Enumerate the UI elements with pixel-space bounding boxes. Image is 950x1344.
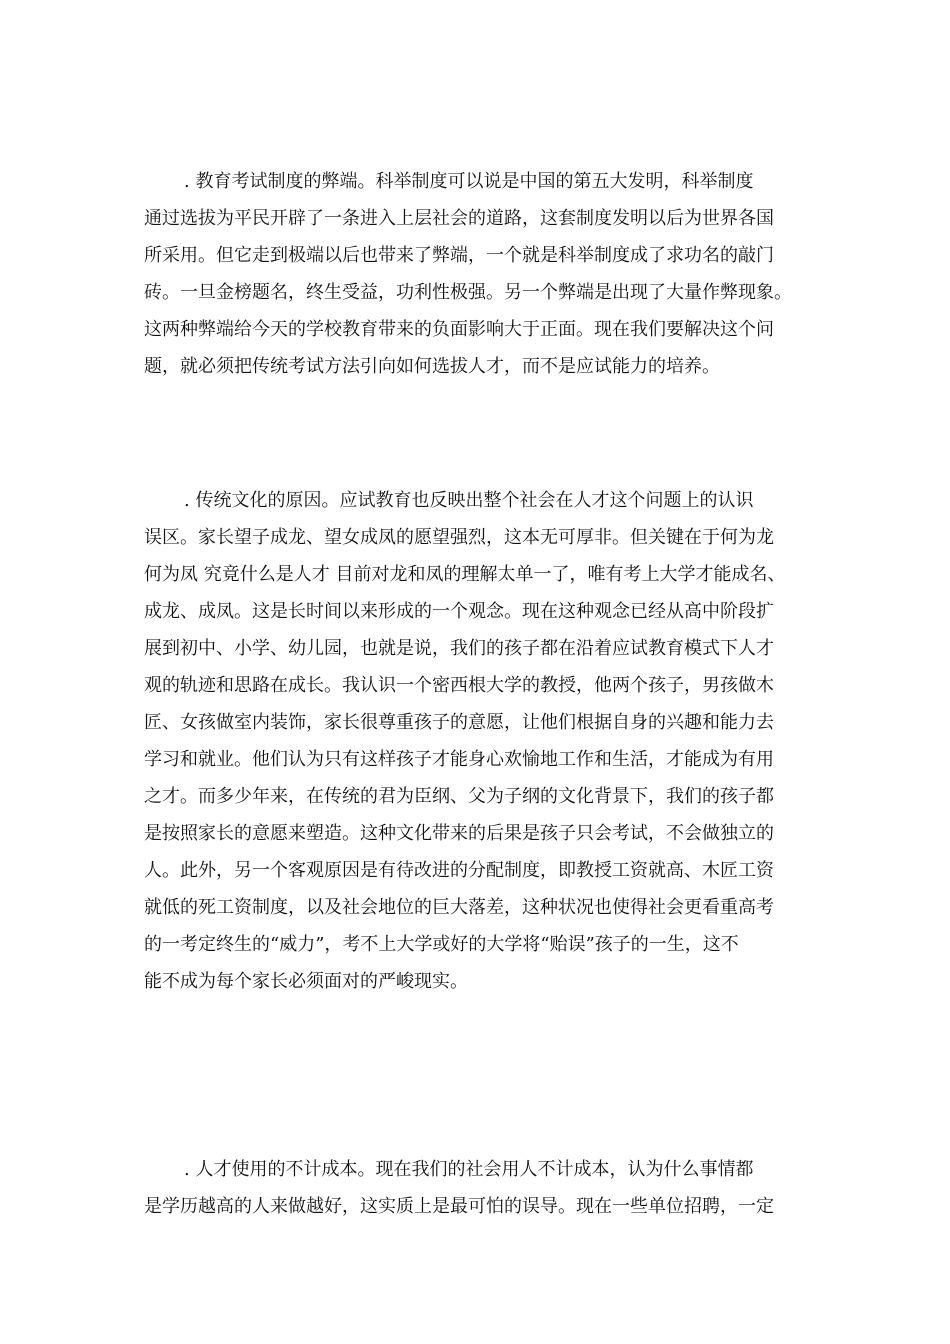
paragraph-line: 题，就必须把传统考试方法引向如何选拔人才，而不是应试能力的培养。 — [144, 356, 720, 377]
paragraph-line: 通过选拔为平民开辟了一条进入上层社会的道路，这套制度发明以后为世界各国 — [144, 208, 774, 229]
paragraph-line: . 人才使用的不计成本。现在我们的社会用人不计成本，认为什么事情都 — [184, 1159, 754, 1180]
paragraph-line: . 教育考试制度的弊端。科举制度可以说是中国的第五大发明，科举制度 — [184, 171, 754, 192]
paragraph-line: 人。此外，另一个客观原因是有待改进的分配制度，即教授工资就高、木匠工资 — [144, 860, 774, 881]
paragraph-line: 砖。一旦金榜题名，终生受益，功利性极强。另一个弊端是出现了大量作弊现象。 — [144, 282, 792, 303]
paragraph-line: 所采用。但它走到极端以后也带来了弊端，一个就是科举制度成了求功名的敲门 — [144, 245, 774, 266]
paragraph-line: 成龙、成凤。这是长时间以来形成的一个观念。现在这种观念已经从高中阶段扩 — [144, 601, 774, 622]
paragraph-line: 这两种弊端给今天的学校教育带来的负面影响大于正面。现在我们要解决这个问 — [144, 319, 774, 340]
paragraph-line: 观的轨迹和思路在成长。我认识一个密西根大学的教授，他两个孩子，男孩做木 — [144, 675, 774, 696]
paragraph-line: 能不成为每个家长必须面对的严峻现实。 — [144, 971, 468, 992]
paragraph-talent-cost — [144, 1151, 814, 1225]
paragraph-line: 之才。而多少年来，在传统的君为臣纲、父为子纲的文化背景下，我们的孩子都 — [144, 786, 774, 807]
paragraph-line: 学习和就业。他们认为只有这样孩子才能身心欢愉地工作和生活，才能成为有用 — [144, 749, 774, 770]
paragraph-traditional-culture — [144, 482, 814, 1000]
paragraph-line: 匠、女孩做室内装饰，家长很尊重孩子的意愿，让他们根据自身的兴趣和能力去 — [144, 712, 774, 733]
paragraph-line: 是学历越高的人来做越好，这实质上是最可怕的误导。现在一些单位招聘，一定 — [144, 1196, 774, 1217]
paragraph-line: 的一考定终生的“威力”，考不上大学或好的大学将“贻误”孩子的一生，这不 — [144, 934, 739, 955]
paragraph-line: 展到初中、小学、幼儿园，也就是说，我们的孩子都在沿着应试教育模式下人才 — [144, 638, 774, 659]
paragraph-line: 误区。家长望子成龙、望女成凤的愿望强烈，这本无可厚非。但关键在于何为龙 — [144, 527, 774, 548]
paragraph-line: 就低的死工资制度，以及社会地位的巨大落差，这种状况也使得社会更看重高考 — [144, 897, 774, 918]
paragraph-exam-system — [144, 163, 814, 385]
paragraph-line: . 传统文化的原因。应试教育也反映出整个社会在人才这个问题上的认识 — [184, 490, 754, 511]
paragraph-line: 是按照家长的意愿来塑造。这种文化带来的后果是孩子只会考试，不会做独立的 — [144, 823, 774, 844]
paragraph-line: 何为凤 究竟什么是人才 目前对龙和凤的理解太单一了，唯有考上大学才能成名、 — [144, 564, 786, 585]
